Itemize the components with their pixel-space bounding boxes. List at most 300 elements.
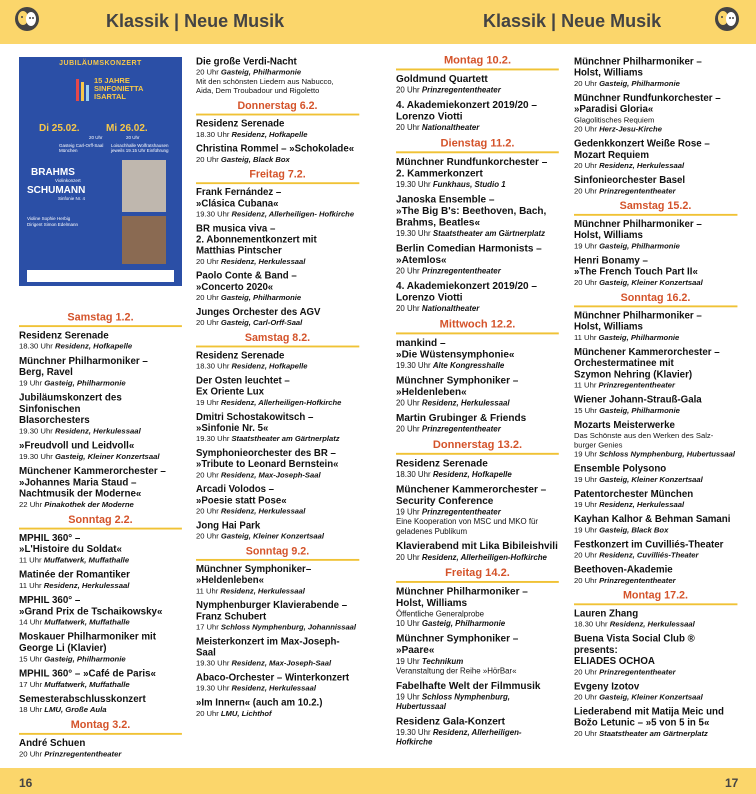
event-entry <box>19 331 182 352</box>
event-venue: Muffatwerk, Muffathalle <box>43 555 130 565</box>
event-time: 19 Uhr <box>396 507 420 517</box>
event-time: 18.30 Uhr <box>396 470 431 479</box>
event-meta <box>574 668 737 677</box>
event-meta <box>19 500 182 509</box>
event-meta <box>19 452 182 461</box>
event-venue: Residenz, Max-Joseph-Saal <box>231 659 332 668</box>
event-entry <box>396 587 559 629</box>
day-heading: Sonntag 9.2. <box>196 546 359 561</box>
event-title: Arcadi Volodos – »Poesie statt Pose« <box>196 484 287 507</box>
event-title: Jong Hai Park <box>196 520 261 532</box>
event-venue: Prinzregententheater <box>44 749 122 759</box>
event-entry <box>196 412 359 444</box>
event-time: 19.30 Uhr <box>196 434 230 443</box>
theater-masks-icon <box>714 6 740 32</box>
event-title: Residenz Gala-Konzert <box>396 716 506 728</box>
poster-date-1: Di 25.02. <box>39 123 80 134</box>
event-entry <box>19 595 182 627</box>
event-meta <box>196 659 359 668</box>
event-entry <box>196 119 359 139</box>
event-meta <box>574 333 737 342</box>
event-entry <box>196 449 359 481</box>
event-title: Berlin Comedian Harmonists – »Atemlos« <box>396 243 542 266</box>
day-heading: Freitag 7.2. <box>196 169 359 184</box>
event-time: 11 Uhr <box>19 555 42 565</box>
event-meta <box>19 680 182 689</box>
event-meta <box>574 620 737 629</box>
event-meta <box>396 470 559 480</box>
theater-masks-icon <box>14 6 40 32</box>
event-entry <box>574 395 737 416</box>
poster-title: JUBILÄUMSKONZERT <box>59 60 142 67</box>
event-venue: Gasteig, Philharmonie <box>220 68 302 77</box>
event-time: 11 Uhr <box>19 581 42 590</box>
event-entry <box>574 609 737 630</box>
event-time: 20 Uhr <box>574 161 597 171</box>
event-title: Münchner Rundfunkorchester – 2. Kammerkonzert <box>396 157 548 180</box>
event-meta <box>574 729 737 738</box>
event-time: 20 Uhr <box>574 551 597 560</box>
event-venue: Technikum <box>421 657 464 666</box>
event-venue: Schloss Nymphenburg, Hubertussaal <box>599 450 736 459</box>
event-venue: Gasteig, Philharmonie <box>421 619 506 629</box>
event-entry <box>574 515 737 536</box>
event-entry <box>19 533 182 565</box>
event-meta <box>196 623 359 632</box>
event-entry <box>396 376 559 409</box>
event-title: »Im Innern« (auch am 10.2.) <box>196 698 323 709</box>
event-entry <box>574 93 737 134</box>
event-time: 19 Uhr <box>574 450 597 459</box>
event-meta <box>396 657 559 667</box>
day-heading: Freitag 14.2. <box>396 567 559 582</box>
event-title: 4. Akademiekonzert 2019/20 – Lorenzo Viotti <box>396 281 537 304</box>
event-time: 19.30 Uhr <box>19 426 53 436</box>
event-venue: Gasteig, Philharmonie <box>44 378 126 388</box>
poster-venue-1: Gasteig Carl-Orff-Saal München <box>59 143 104 153</box>
event-entry <box>396 195 559 239</box>
event-title: Abaco-Orchester – Winterkonzert <box>196 673 350 684</box>
event-title: Janoska Ensemble – »The Big B's: Beethoven, Bach, Brahms, Beatles« <box>396 194 547 229</box>
event-entry <box>196 521 359 541</box>
event-meta <box>574 576 737 585</box>
event-venue: Residenz, Cuvilliés-Theater <box>599 551 699 560</box>
event-entry <box>574 707 737 739</box>
day-heading: Samstag 8.2. <box>196 333 359 348</box>
event-time: 18.30 Uhr <box>19 342 53 351</box>
event-title: Frank Fernández – »Clásica Cubana« <box>196 187 282 210</box>
event-entry <box>574 347 737 390</box>
event-entry <box>196 308 359 328</box>
event-time: 20 Uhr <box>396 424 420 434</box>
event-entry <box>19 669 182 690</box>
event-title: Münchner Philharmoniker – Holst, Williams <box>574 311 702 333</box>
event-title: Fabelhafte Welt der Filmmusik <box>396 681 541 692</box>
event-title: Liederabend mit Matija Meic und Božo Letunic – »5 von 5 in 5« <box>574 707 724 729</box>
event-time: 20 Uhr <box>574 125 597 134</box>
event-time: 19 Uhr <box>196 398 219 407</box>
event-meta <box>574 381 737 390</box>
event-time: 20 Uhr <box>196 155 219 164</box>
event-time: 22 Uhr <box>19 500 43 509</box>
event-meta <box>196 507 359 516</box>
event-venue: Gasteig, Philharmonie <box>599 241 680 251</box>
event-title: Münchner Philharmoniker – Holst, Williams <box>396 586 528 609</box>
event-title: Klavierabend mit Lika Bibileishvili <box>396 541 558 553</box>
event-meta <box>574 501 737 510</box>
event-title: Beethoven-Akademie <box>574 565 673 576</box>
event-venue: Residenz, Allerheiligen-Hofkirche <box>421 553 547 562</box>
poster-performers: Violine Sophie Herbig Dirigent Simon Edelmann <box>27 216 79 227</box>
event-entry <box>396 244 559 277</box>
event-meta <box>396 267 559 277</box>
event-time: 17 Uhr <box>196 622 219 632</box>
event-time: 19.30 Uhr <box>19 452 53 461</box>
event-title: MPHIL 360° – »Café de Paris« <box>19 668 156 680</box>
event-title: André Schuen <box>19 738 86 749</box>
event-title: Martin Grubinger & Friends <box>396 413 527 424</box>
day-heading: Montag 17.2. <box>574 590 737 605</box>
event-venue: Gasteig, Philharmonie <box>220 293 302 302</box>
event-entry <box>396 485 559 537</box>
event-meta <box>19 706 182 715</box>
event-entry <box>574 565 737 586</box>
event-venue: Residenz, Herkulessaal <box>55 426 141 436</box>
event-venue: Residenz, Hofkapelle <box>432 470 512 479</box>
event-meta <box>574 450 737 459</box>
event-meta <box>196 684 359 693</box>
event-entry <box>196 271 359 303</box>
event-time: 15 Uhr <box>19 654 43 664</box>
event-entry <box>196 637 359 669</box>
poster-venue-2: Loisachhalle Wolfratshausen jeweils 19.15 Uhr Einführung <box>111 143 169 153</box>
event-title: Evgeny Izotov <box>574 681 640 693</box>
event-venue: Nationaltheater <box>421 123 480 133</box>
event-entry <box>574 311 737 343</box>
event-meta <box>396 361 559 371</box>
event-time: 10 Uhr <box>396 619 420 629</box>
event-meta <box>196 210 359 219</box>
event-venue: Residenz, Herkulessaal <box>231 684 316 693</box>
event-meta <box>19 379 182 388</box>
violinist-photo <box>122 160 166 212</box>
event-time: 20 Uhr <box>196 293 219 302</box>
event-venue: Residenz, Hofkapelle <box>231 362 308 371</box>
event-venue: Residenz, Herkulessaal <box>421 398 510 408</box>
event-subtitle: Öffentliche Generalprobe <box>396 609 484 619</box>
poster-anniversary: 15 JAHRE SINFONIETTA ISARTAL <box>94 76 144 101</box>
event-venue: Alte Kongresshalle <box>432 361 505 371</box>
event-entry <box>574 489 737 510</box>
event-title: Residenz Serenade <box>19 330 109 342</box>
event-meta <box>574 278 737 287</box>
event-meta <box>396 229 559 239</box>
event-time: 19 Uhr <box>396 692 420 702</box>
event-entry <box>574 682 737 703</box>
event-time: 19.30 Uhr <box>396 728 431 738</box>
event-title: Münchener Kammerorchester – »Johannes Maria Staud – Nachtmusik der Moderne« <box>19 466 166 500</box>
event-meta <box>196 257 359 266</box>
event-title: Jubiläumskonzert des Sinfonischen Blasorchesters <box>19 392 122 426</box>
event-venue: Residenz, Allerheiligen- Hofkirche <box>396 728 522 747</box>
event-entry <box>19 632 182 664</box>
day-heading: Donnerstag 6.2. <box>196 101 359 116</box>
event-entry <box>19 466 182 509</box>
event-title: Buena Vista Social Club ® presents: ELIADES OCHOA <box>574 634 695 667</box>
event-venue: Residenz, Max-Joseph-Saal <box>220 470 321 480</box>
event-entry <box>196 485 359 517</box>
event-time: 19 Uhr <box>574 241 597 251</box>
event-venue: Gasteig, Philharmonie <box>599 406 680 415</box>
event-venue: Residenz, Hofkapelle <box>55 342 133 351</box>
event-venue: Gasteig, Kleiner Konzertsaal <box>55 452 160 461</box>
event-entry <box>396 459 559 480</box>
event-meta <box>574 475 737 484</box>
event-entry <box>574 220 737 252</box>
event-note: Mit den schönsten Liedern aus Nabucco, Aida, Dem Troubadour und Rigoletto <box>196 77 334 96</box>
event-title: Münchener Kammerorchester – Orchestermatinee mit Szymon Nehring (Klavier) <box>574 347 720 381</box>
event-entry <box>196 144 359 164</box>
event-venue: Residenz, Herkulessaal <box>609 620 695 629</box>
event-entry <box>196 698 359 718</box>
event-venue: Gasteig, Philharmonie <box>598 333 680 342</box>
event-meta <box>396 180 559 190</box>
event-title: Patentorchester München <box>574 489 694 500</box>
day-heading: Donnerstag 13.2. <box>396 439 559 454</box>
event-venue: Gasteig, Black Box <box>599 525 669 535</box>
event-title: Nymphenburger Klavierabende – Franz Schubert <box>196 600 348 623</box>
event-meta <box>196 319 359 328</box>
event-venue: Gasteig, Carl-Orff-Saal <box>220 318 303 327</box>
event-meta <box>574 162 737 171</box>
event-venue: Prinzregententheater <box>599 186 676 196</box>
event-venue: Prinzregententheater <box>421 266 501 276</box>
event-meta <box>19 655 182 664</box>
event-meta <box>196 398 359 407</box>
event-note: Veranstaltung der Reihe »HörBar« <box>396 666 517 676</box>
event-venue: Gasteig, Kleiner Konzertsaal <box>599 278 703 287</box>
event-title: Residenz Serenade <box>396 458 488 470</box>
event-time: 20 Uhr <box>574 693 597 702</box>
day-heading: Samstag 15.2. <box>574 201 737 216</box>
event-time: 19.30 Uhr <box>196 210 230 219</box>
event-title: Residenz Serenade <box>196 351 285 362</box>
event-entry <box>196 224 359 267</box>
event-title: Moskauer Philharmoniker mit George Li (Klavier) <box>19 632 157 654</box>
day-heading: Sonntag 16.2. <box>574 292 737 307</box>
event-venue: Gasteig, Kleiner Konzertsaal <box>220 532 324 541</box>
event-entry <box>396 541 559 562</box>
event-title: Goldmund Quartett <box>396 74 488 85</box>
event-time: 19 Uhr <box>396 657 420 666</box>
event-time: 11 Uhr <box>196 586 219 596</box>
event-venue: Prinzregententheater <box>598 381 676 390</box>
event-time: 18.30 Uhr <box>574 620 608 629</box>
event-venue: Prinzregententheater <box>421 85 501 95</box>
event-entry <box>396 413 559 434</box>
event-entry <box>19 739 182 760</box>
event-meta <box>574 406 737 415</box>
poster-composer-2: SCHUMANN <box>27 185 86 196</box>
event-title: 4. Akademiekonzert 2019/20 – Lorenzo Viotti <box>396 100 537 123</box>
event-time: 20 Uhr <box>574 667 597 677</box>
event-time: 18.30 Uhr <box>196 130 230 139</box>
event-title: Residenz Serenade <box>196 119 285 130</box>
event-venue: Nationaltheater <box>421 304 480 314</box>
event-time: 19.30 Uhr <box>196 684 230 693</box>
event-entry <box>574 464 737 485</box>
event-title: Dmitri Schostakowitsch – »Sinfonie Nr. 5« <box>196 412 314 434</box>
event-time: 17 Uhr <box>19 680 43 689</box>
event-venue: Residenz, Herkulessaal <box>220 257 306 266</box>
event-title: Münchner Philharmoniker – Holst, Williams <box>574 219 702 241</box>
event-time: 20 Uhr <box>196 68 219 77</box>
event-title: Paolo Conte & Band – »Concerto 2020« <box>196 271 297 293</box>
event-entry <box>19 694 182 715</box>
event-venue: Prinzregententheater <box>421 424 501 434</box>
event-time: 20 Uhr <box>196 257 219 266</box>
event-time: 20 Uhr <box>574 576 597 585</box>
event-title: MPHIL 360° – »L'Histoire du Soldat« <box>19 533 122 555</box>
page-number-right: 17 <box>725 776 739 790</box>
event-entry <box>19 570 182 591</box>
event-venue: Prinzregententheater <box>599 576 676 585</box>
event-meta <box>19 342 182 351</box>
event-entry <box>396 338 559 371</box>
listing-column-2 <box>196 57 359 723</box>
event-title: Christina Rommel – »Schokolade« <box>196 144 355 155</box>
event-title: Ensemble Polysono <box>574 464 667 475</box>
event-time: 20 Uhr <box>196 709 219 718</box>
event-venue: Herz-Jesu-Kirche <box>599 125 662 134</box>
event-entry <box>196 673 359 693</box>
event-time: 20 Uhr <box>196 318 219 327</box>
day-heading: Samstag 1.2. <box>19 312 182 327</box>
event-entry <box>574 540 737 561</box>
day-heading: Sonntag 2.2. <box>19 514 182 529</box>
event-title: Münchner Symphoniker– »Heldenleben« <box>196 564 312 586</box>
event-entry <box>196 57 359 96</box>
event-entry <box>19 393 182 436</box>
event-meta <box>396 425 559 435</box>
event-venue: Staatstheater am Gärtnerplatz <box>599 729 708 738</box>
event-venue: Gasteig, Black Box <box>220 155 290 164</box>
event-subtitle: Das Schönste aus den Werken des Salz- burger Genies <box>574 431 714 450</box>
event-title: Münchner Philharmoniker – Berg, Ravel <box>19 356 148 378</box>
conductor-photo <box>122 216 166 264</box>
event-entry <box>574 634 737 677</box>
event-venue: Muffatwerk, Muffathalle <box>44 680 130 689</box>
event-title: Der Osten leuchtet – Ex Oriente Lux <box>196 376 290 398</box>
event-entry <box>196 351 359 371</box>
event-time: 20 Uhr <box>574 186 597 196</box>
event-time: 15 Uhr <box>574 406 597 415</box>
event-time: 20 Uhr <box>396 304 420 314</box>
day-heading: Dienstag 11.2. <box>396 138 559 153</box>
event-venue: Staatstheater am Gärtnerplatz <box>231 434 340 443</box>
event-time: 19.30 Uhr <box>396 361 431 371</box>
orchestra-logo-icon <box>75 77 91 103</box>
event-time: 20 Uhr <box>396 123 420 133</box>
event-meta <box>574 79 737 88</box>
section-title-left: Klassik | Neue Musik <box>106 11 285 31</box>
event-time: 20 Uhr <box>196 532 219 541</box>
event-meta <box>574 526 737 535</box>
concert-poster <box>19 57 182 286</box>
day-heading: Montag 3.2. <box>19 720 182 735</box>
event-venue: Gasteig, Kleiner Konzertsaal <box>599 693 703 702</box>
event-meta <box>196 587 359 596</box>
event-venue: Staatstheater am Gärtnerplatz <box>432 229 546 239</box>
page-number-left: 16 <box>19 776 33 790</box>
event-subtitle: Glagolitisches Requiem <box>574 115 655 125</box>
event-title: mankind – »Die Wüstensymphonie« <box>396 338 515 361</box>
event-venue: Gasteig, Kleiner Konzertsaal <box>599 475 703 484</box>
event-note: Eine Kooperation von MSC und MKO für geladenes Publikum <box>396 517 539 536</box>
event-meta <box>19 556 182 565</box>
event-title: Gedenkkonzert Weiße Rose – Mozart Requiem <box>574 139 710 161</box>
event-time: 20 Uhr <box>574 278 597 287</box>
event-meta <box>19 427 182 436</box>
event-venue: LMU, Große Aula <box>44 705 107 715</box>
event-venue: Residenz, Herkulessaal <box>599 500 685 510</box>
event-time: 20 Uhr <box>396 266 420 276</box>
event-time: 20 Uhr <box>19 749 43 759</box>
event-venue: Residenz, Hofkapelle <box>231 130 308 139</box>
event-title: Münchner Philharmoniker – Holst, Williams <box>574 57 702 79</box>
event-venue: Residenz, Herkulessaal <box>43 581 130 590</box>
event-venue: Muffatwerk, Muffathalle <box>44 618 130 627</box>
day-heading: Mittwoch 12.2. <box>396 319 559 334</box>
event-meta <box>574 551 737 560</box>
event-entry <box>574 176 737 197</box>
event-meta <box>396 693 559 712</box>
poster-composer-1: BRAHMS <box>31 167 75 178</box>
event-title: Festkonzert im Cuvilliés-Theater <box>574 539 724 551</box>
event-time: 19 Uhr <box>19 378 43 388</box>
event-venue: Gasteig, Philharmonie <box>44 654 126 664</box>
event-entry <box>196 188 359 220</box>
listing-column-1 <box>19 312 182 764</box>
event-title: Münchener Kammerorchester – Security Conference <box>396 484 547 507</box>
poster-date-2: Mi 26.02. <box>106 123 148 134</box>
event-meta <box>196 362 359 371</box>
event-time: 19 Uhr <box>574 475 597 484</box>
event-meta <box>396 399 559 409</box>
event-entry <box>574 256 737 288</box>
event-meta <box>396 620 559 630</box>
event-meta <box>196 155 359 164</box>
event-title: Münchner Rundfunkorchester – »Paradisi Gloria« <box>574 93 721 115</box>
event-time: 18.30 Uhr <box>196 362 230 371</box>
event-venue: Schloss Nymphenburg, Hubertussaal <box>396 692 510 712</box>
event-venue: Schloss Nymphenburg, Johannissaal <box>220 622 357 632</box>
event-venue: Pinakothek der Moderne <box>44 500 134 509</box>
event-meta <box>196 709 359 718</box>
event-title: Münchner Symphoniker – »Heldenleben« <box>396 375 519 398</box>
event-entry <box>196 565 359 597</box>
event-title: BR musica viva – 2. Abonnementkonzert mit Matthias Pintscher <box>196 224 317 257</box>
event-time: 20 Uhr <box>396 553 420 562</box>
event-time: 20 Uhr <box>574 79 597 88</box>
event-meta <box>196 68 359 77</box>
event-meta <box>19 618 182 627</box>
event-meta <box>396 508 559 518</box>
event-entry <box>574 139 737 171</box>
poster-work-2: Sinfonie Nr. 4 <box>58 196 86 201</box>
event-time: 20 Uhr <box>396 398 420 408</box>
event-time: 19.30 Uhr <box>396 229 431 239</box>
